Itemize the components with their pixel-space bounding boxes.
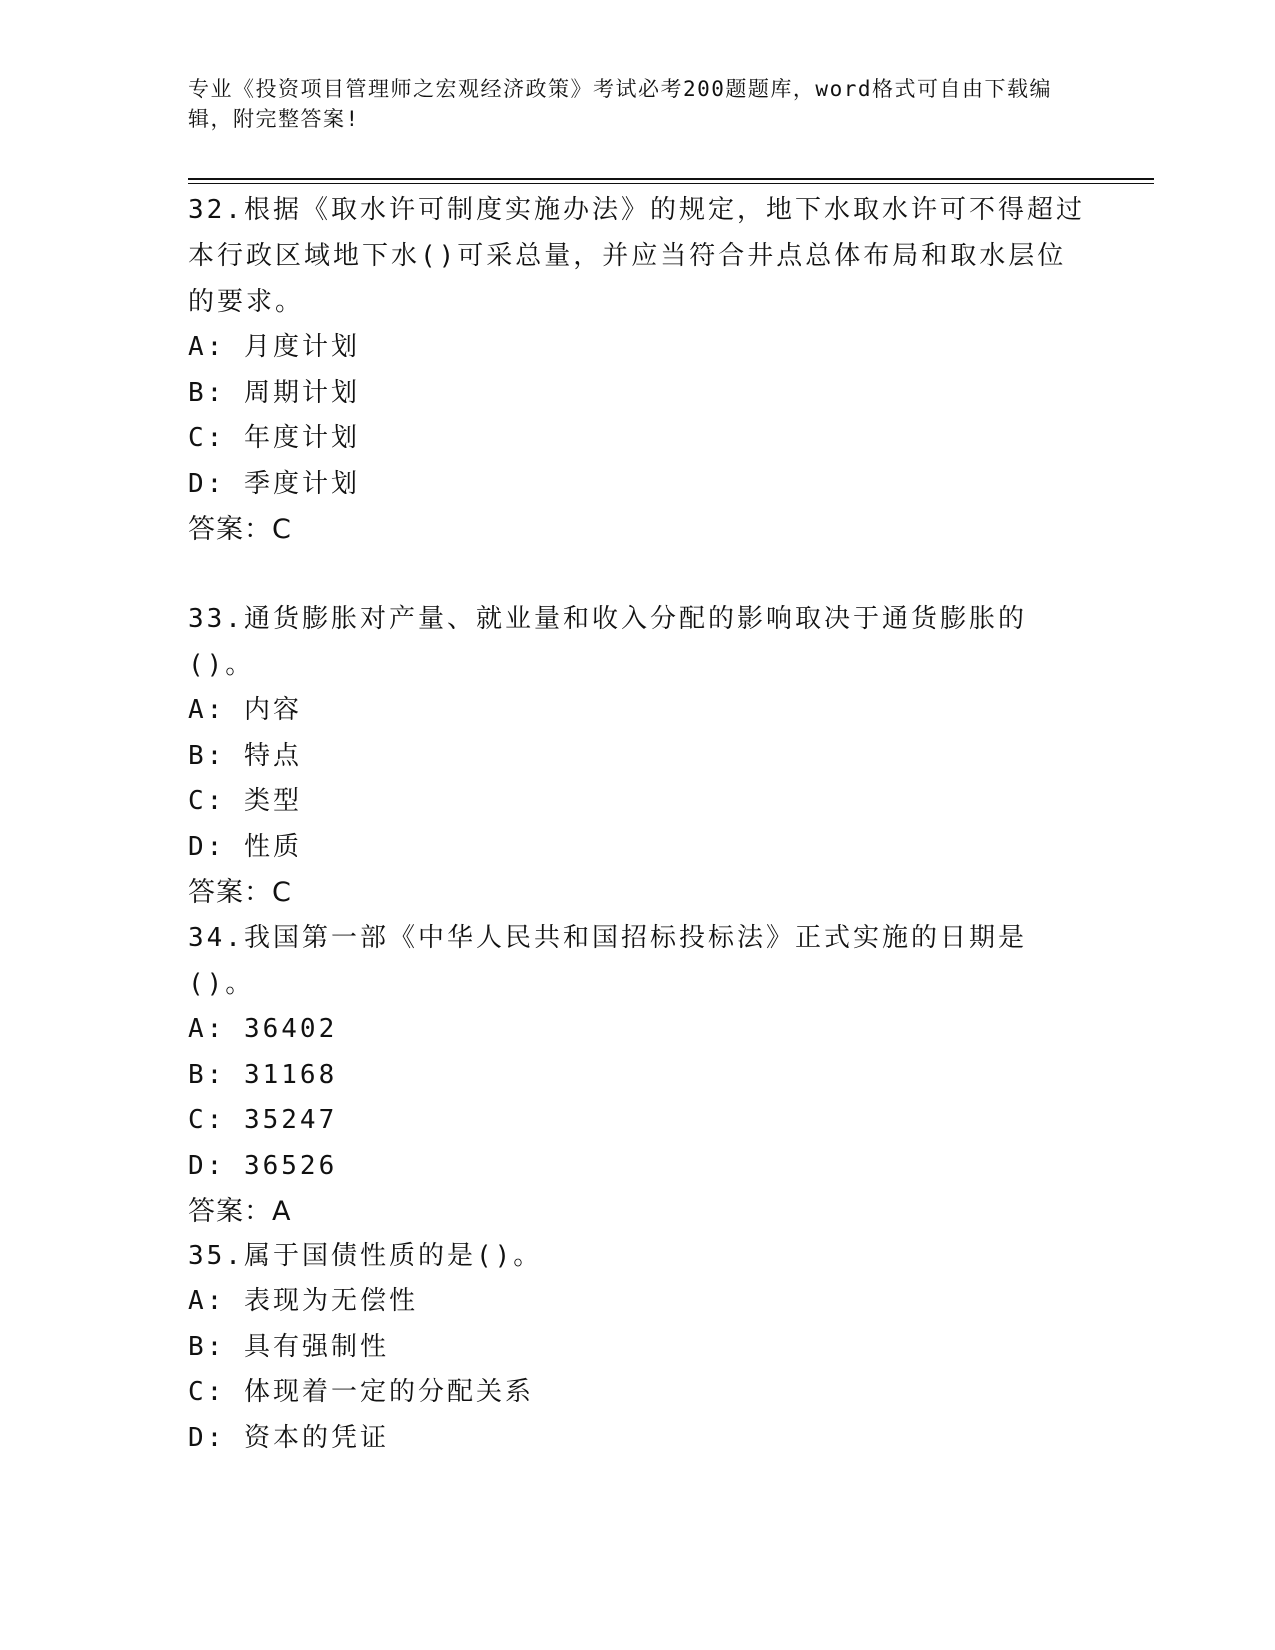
option-c: C: 年度计划 bbox=[188, 423, 360, 453]
option-d: D: 资本的凭证 bbox=[188, 1422, 389, 1453]
option-c: C: 35247 bbox=[188, 1105, 338, 1135]
answer-key: 答案：A bbox=[188, 1196, 292, 1227]
question-34 bbox=[188, 915, 1088, 1235]
question-33 bbox=[188, 596, 1088, 916]
option-c: C: 体现着一定的分配关系 bbox=[188, 1377, 534, 1407]
answer-key: 答案：C bbox=[188, 877, 292, 908]
option-a: A: 表现为无偿性 bbox=[188, 1286, 418, 1316]
option-a: A: 内容 bbox=[188, 695, 302, 725]
question-32 bbox=[188, 187, 1088, 553]
option-a: A: 月度计划 bbox=[188, 332, 360, 362]
question-35 bbox=[188, 1233, 1088, 1461]
document-intro: 专业《投资项目管理师之宏观经济政策》考试必考200题题库，word格式可自由下载编辑，附完整答案! bbox=[188, 77, 1052, 131]
question-stem: 34.我国第一部《中华人民共和国招标投标法》正式实施的日期是()。 bbox=[188, 923, 1027, 999]
option-b: B: 周期计划 bbox=[188, 377, 360, 408]
option-c: C: 类型 bbox=[188, 786, 302, 816]
header-divider-thin bbox=[188, 183, 1154, 184]
header-divider-thick bbox=[188, 178, 1154, 180]
answer-key: 答案：C bbox=[188, 514, 292, 545]
option-d: D: 36526 bbox=[188, 1150, 338, 1181]
question-stem: 32.根据《取水许可制度实施办法》的规定，地下水取水许可不得超过本行政区域地下水()可采总量，并应当符合井点总体布局和取水层位的要求。 bbox=[188, 195, 1085, 317]
option-d: D: 性质 bbox=[188, 831, 302, 862]
option-a: A: 36402 bbox=[188, 1014, 338, 1044]
option-d: D: 季度计划 bbox=[188, 468, 360, 499]
question-stem: 35.属于国债性质的是()。 bbox=[188, 1241, 543, 1271]
option-b: B: 具有强制性 bbox=[188, 1331, 389, 1362]
option-b: B: 特点 bbox=[188, 740, 302, 771]
question-stem: 33.通货膨胀对产量、就业量和收入分配的影响取决于通货膨胀的()。 bbox=[188, 604, 1027, 680]
option-b: B: 31168 bbox=[188, 1059, 338, 1090]
